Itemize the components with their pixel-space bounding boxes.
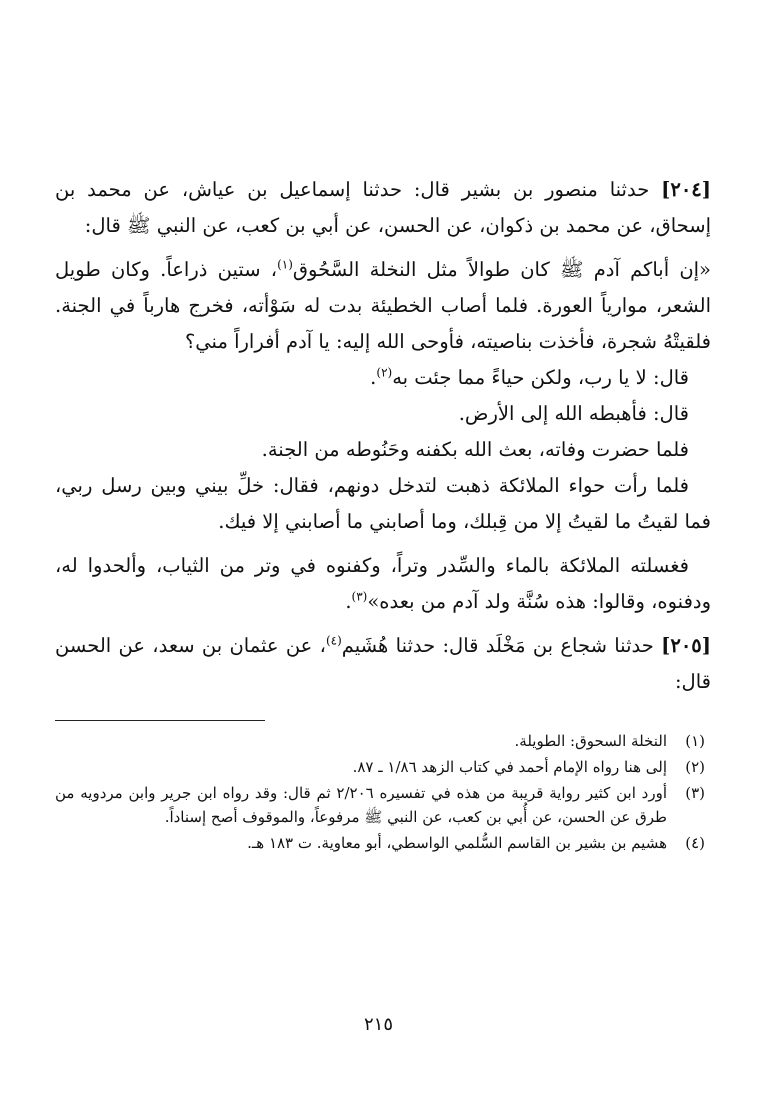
footnote-text: إلى هنا رواه الإمام أحمد في كتاب الزهد ١/٨٦ ـ ٨٧. [352,758,667,776]
footnote [55,729,711,753]
hadith-205-intro [55,628,711,700]
matn-text-b: ، ستين ذراعاً. وكان طويل الشعر، موارياً العورة. فلما أصاب الخطيئة بدت له سَوْأته، فخرج هارباً في الجنة. فلقيتْهُ شجرة، فأخذت بناصيته، فأوحى الله إليه: يا آدم أفراراً مني؟ [55,258,711,353]
burial-text: فغسلته الملائكة بالماء والسِّدر وتراً، وكفنوه في وتر من الثياب، وألحدوا له، ودفنوه، وقالوا: هذه سُنَّة ولد آدم من بعده» [55,554,711,613]
footnote-text: هشيم بن بشير بن القاسم السُّلمي الواسطي، أبو معاوية. ت ١٨٣ هـ. [247,834,667,852]
burial-end: . [345,590,352,613]
footnotes [55,729,711,855]
footnote-number: (٢) [685,758,705,776]
footnote-ref-4: (٤) [325,633,342,648]
footnote-separator [55,720,265,721]
hadith-204-burial [55,548,711,620]
hadith-204-reply [55,360,711,396]
hadith-204-intro [55,172,711,244]
footnote-number: (٣) [685,784,705,802]
hadith-204-isnad: حدثنا منصور بن بشير قال: حدثنا إسماعيل بن عياش، عن محمد بن إسحاق، عن محمد بن ذكوان، عن الحسن، عن أبي بن كعب، عن النبي ﷺ قال: [55,178,711,237]
footnote-text: أورد ابن كثير رواية قريبة من هذه في تفسيره ٢/٢٠٦ ثم قال: وقد رواه ابن جرير وابن مردويه من طرق عن الحسن، عن أُبي بن كعب، عن النبي ﷺ مرفوعاً، والموقوف أصح إسناداً. [55,784,667,826]
hadith-204-descent: قال: فأهبطه الله إلى الأرض. [458,402,689,425]
footnote-number: (١) [685,732,705,750]
footnote [55,755,711,779]
footnote-text: النخلة السحوق: الطويلة. [514,732,667,750]
matn-text-a: «إن أباكم آدم ﷺ كان طوالاً مثل النخلة السَّحُوق [292,258,711,281]
hadith-205-isnad-b: ، عن عثمان بن سعد، عن الحسن قال: [55,634,711,693]
reply-text: قال: لا يا رب، ولكن حياءً مما جئت به [392,366,689,389]
footnote-number: (٤) [685,834,705,852]
footnote [55,831,711,855]
footnote-ref-2: (٢) [376,365,393,380]
hadith-205-isnad-a: حدثنا شجاع بن مَخْلَد قال: حدثنا هُشَيم [341,634,654,657]
reply-end: . [370,366,377,389]
hadith-204-death: فلما حضرت وفاته، بعث الله بكفنه وحَنُوطه من الجنة. [261,438,689,461]
page-number: ٢١٥ [363,1014,393,1035]
footnote [55,781,711,829]
hadith-204-number: [٢٠٤] [661,178,712,201]
hadith-204-matn [55,252,711,360]
hadith-204-hawwa: فلما رأت حواء الملائكة ذهبت لتدخل دونهم، فقال: خلِّ بيني وبين رسل ربي، فما لقيتُ ما لقيتُ إلا من قِبلك، وما أصابني ما أصابني إلا فيك. [55,474,711,533]
hadith-205-number: [٢٠٥] [661,634,711,657]
footnote-ref-1: (١) [277,257,293,272]
main-text [55,172,711,700]
footnote-ref-3: (٣) [351,589,368,604]
